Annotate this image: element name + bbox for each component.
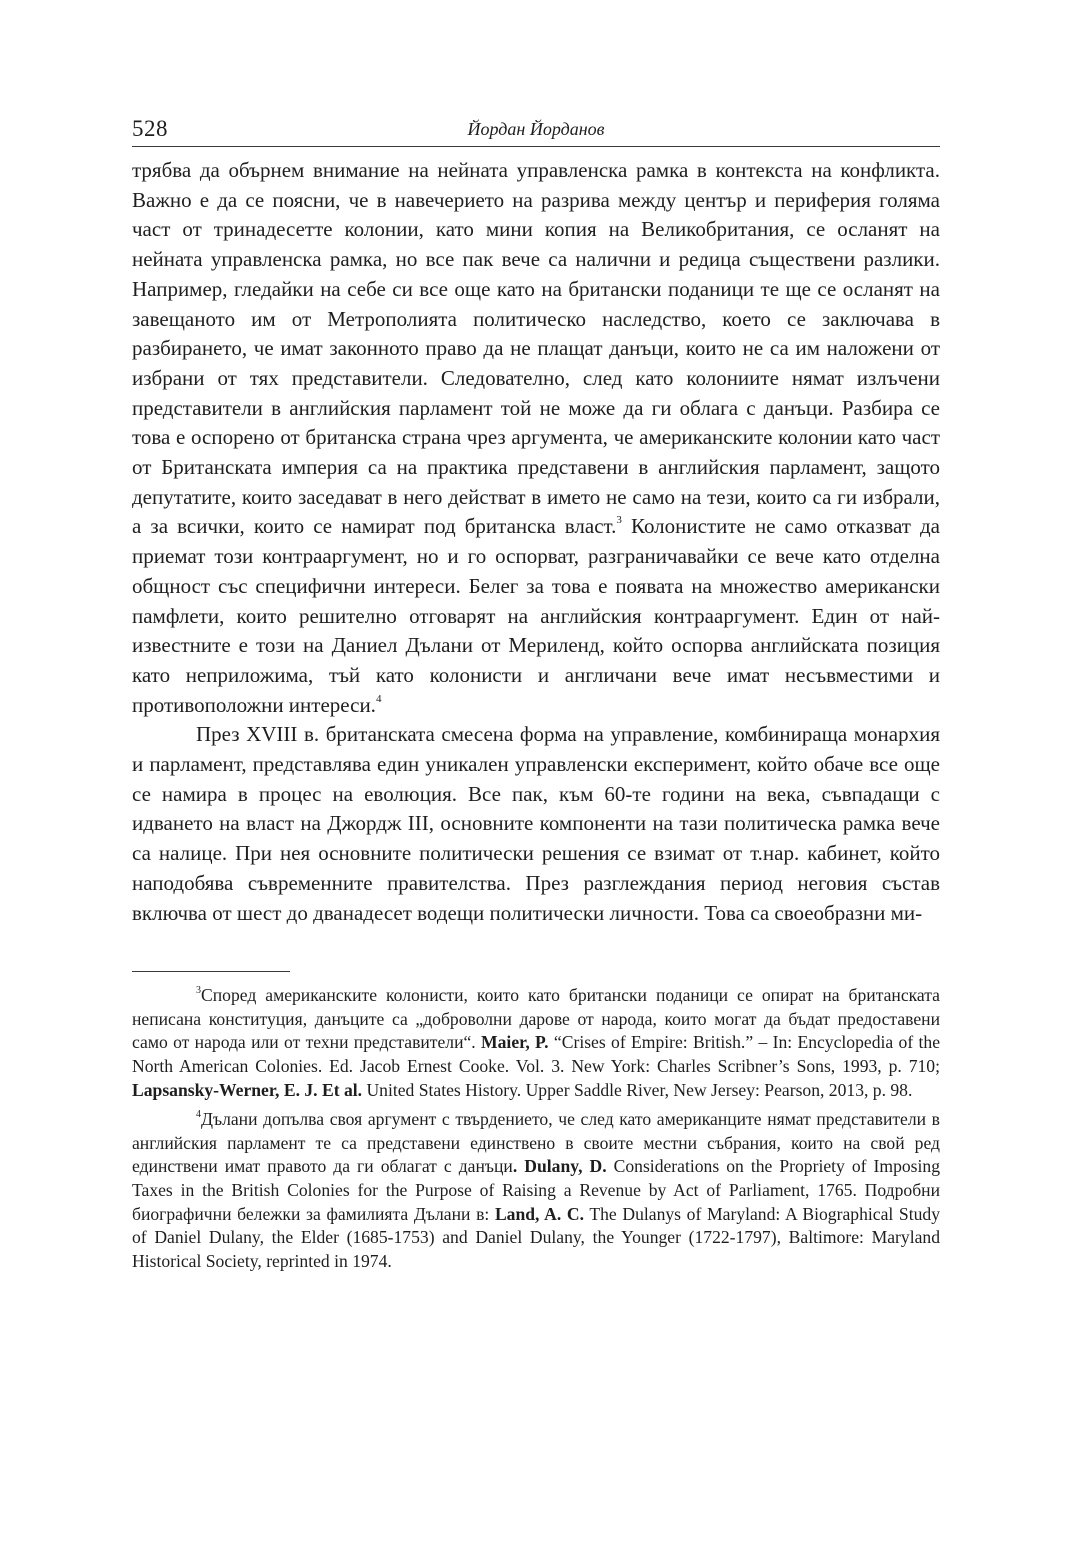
footnote-4-text: Дълани допълва своя аргумент с твърдението, че след като американците нямат представители в английския парламент те са представени единствено в своите местни събрания, които на свой ред единствени имат правото да ги облагат с данъци xyxy=(132,1109,940,1177)
page-number: 528 xyxy=(132,116,168,141)
footnote-4-author-dulany: Dulany, D. xyxy=(524,1156,607,1177)
footnote-3-citation: “Crises of Empire: British.” – In: Encyclopedia of the North American Colonies. Ed. Jacob Ernest Cooke. Vol. 3. New York: Charles Scribner’s Sons, 1993, p. 710; xyxy=(132,1032,940,1077)
running-title: Йордан Йорданов xyxy=(467,119,605,139)
paragraph-1 xyxy=(132,156,940,720)
body-text xyxy=(132,156,940,928)
footnote-ref-3: 3 xyxy=(616,514,622,527)
footnote-4-number: 4 xyxy=(196,1109,201,1121)
footnote-4-author-land: Land, A. C. xyxy=(494,1203,585,1224)
paragraph-1-text-a: трябва да обърнем внимание на нейната управленска рамка в контекста на конфликта. Важно е да се поясни, че в навечерието на разрива между център и периферия голяма част от тринадесетте колонии, като мини копия на Великобритания, се осланят на нейната управленска рамка, но все пак вече са налични и редица съществени разлики. Например, гледайки на себе си все още като на британски поданици те ще се осланят на завещаното им от Метрополията политическо наследство, което се заключава в разбирането, че имат законното право да не плащат данъци, които не са им наложени от избрани от тях представители. Следователно, след като колониите нямат излъчени представители в английския парламент той не може да ги облага с данъци. Разбира се това е оспорено от британска страна чрез аргумента, че американските колонии като част от Британската империя са на практика представени в английския парламент, защото депутатите, които заседават в него действат в името не само на тези, които са ги избрали, а за всички, които се намират под британска власт. xyxy=(132,158,940,539)
book-page xyxy=(132,112,940,1273)
paragraph-2: През XVIII в. британската смесена форма на управление, комбинираща монархия и парламент, представлява един уникален управленски експеримент, който обаче все още се намира в процес на еволюция. Все пак, към 60-те години на века, съвпадащи с идването на власт на Джордж III, основните компоненти на тази политическа рамка вече са налице. При нея основните политически решения се взимат от т.нар. кабинет, който наподобява съвременните правителства. През разглеждания период неговия състав включва от шест до дванадесет водещи политически личности. Това са своеобразни ми- xyxy=(132,722,940,925)
footnote-4-citation: Considerations on the Propriety of Imposing Taxes in the British Colonies for the Purpose of Raising a Revenue by Act of Parliament, 1765. Подробни биографични бележки за фамилията Дълани в: xyxy=(132,1156,941,1224)
footnote-4-citation-end: The Dulanys of Maryland: A Biographical Study of Daniel Dulany, the Elder (1685-1753) and Daniel Dulany, the Younger (1722-1797), Baltimore: Maryland Historical Society, reprinted in 1974. xyxy=(132,1203,940,1271)
footnote-4 xyxy=(132,1108,940,1273)
footnote-3-author-lapsansky: Lapsansky-Werner, E. J. Et al. xyxy=(132,1079,363,1100)
paragraph-1-text-b: Колонистите не само отказват да приемат този контрааргумент, но и го оспорват, разграничавайки се вече като отделна общност със специфични интереси. Белег за това е появата на множество американски памфлети, които решително отговарят на английския контрааргумент. Един от най-известните е този на Даниел Дълани от Мериленд, който оспорва английската позиция като неприложима, тъй като колонисти и англичани вече имат несъвместими и противоположни интереси. xyxy=(132,514,941,717)
footnote-ref-4: 4 xyxy=(375,692,382,705)
footnotes xyxy=(132,984,940,1273)
footnote-3-text: Според американските колонисти, които като британски поданици се опират на британската неписана конституция, данъците са „доброволни дарове от народа, които могат да бъдат предоставени само от народа или от техни представители“. xyxy=(132,985,940,1053)
footnote-3 xyxy=(132,984,940,1102)
footnote-3-citation-end: United States History. Upper Saddle River, New Jersey: Pearson, 2013, p. 98. xyxy=(362,1079,913,1100)
footnote-separator xyxy=(132,971,290,972)
running-head xyxy=(132,112,940,147)
footnote-4-period: . xyxy=(512,1156,518,1177)
footnote-3-author-maier: Maier, P. xyxy=(481,1032,549,1053)
footnote-3-number: 3 xyxy=(196,985,201,997)
